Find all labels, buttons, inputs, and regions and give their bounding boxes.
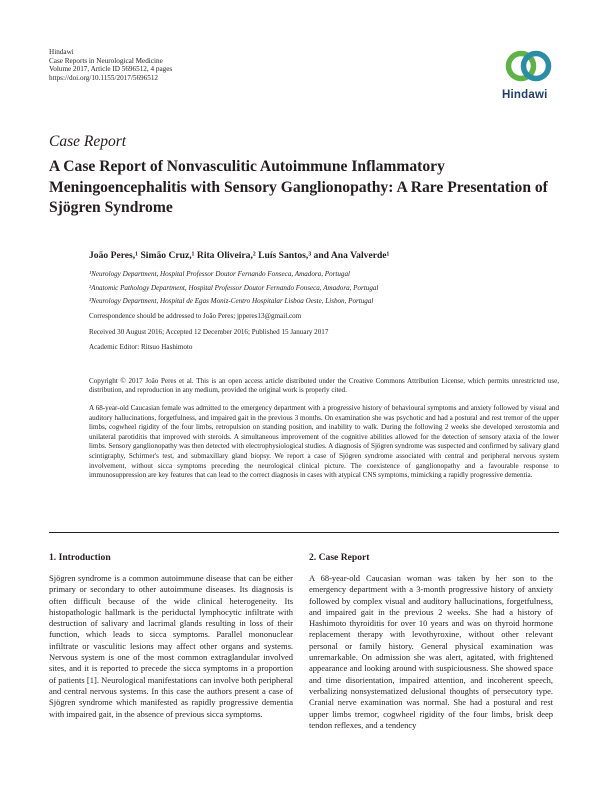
doi-link[interactable]: https://doi.org/10.1155/2017/5696512 <box>49 73 159 82</box>
volume-info: Volume 2017, Article ID 5696512, 4 pages <box>49 65 173 74</box>
academic-editor: Academic Editor: Ritsuo Hashimoto <box>89 343 193 352</box>
hindawi-logo <box>494 44 566 106</box>
affiliation-item: ¹Neurology Department, Hospital Professor Doutor Fernando Fonseca, Amadora, Portugal <box>89 270 350 278</box>
article-dates: Received 30 August 2016; Accepted 12 December 2016; Published 15 January 2017 <box>89 327 329 336</box>
affiliation-item: ³Neurology Department, Hospital de Egas Moniz-Centro Hospitalar Lisboa Oeste, Lisbon, Portugal <box>89 297 374 306</box>
article-type: Case Report <box>49 133 127 150</box>
section-body: Sjögren syndrome is a common autoimmune disease that can be either primary or secondary to other autoimmune diseases. Its diagnosis is often difficult because of the wide clinical heterogeneity. Its histopathologic hallmark is the periductal lymphocytic infiltrate with destruction of salivary and lacrimal glands resulting in loss of their function, which leads to sicca symptoms. Parallel mononuclear infiltrate or vasculitic lesions may affect other organs and systems. Nervous system is one of the most common extraglandular involved sites, and it is reported to precede the sicca symptoms in a proportion of patients [1]. Neurological manifestations can involve both peripheral and central nervous systems. In this case the authors present a case of Sjögren syndrome which manifested as rapidly progressive dementia with impaired gait, in the absence of previous sicca symptoms. <box>49 573 293 719</box>
journal-header <box>49 48 172 82</box>
affiliation-item: ²Anatomic Pathology Department, Hospital Professor Doutor Fernando Fonseca, Amadora, Portugal <box>89 283 379 292</box>
article-meta <box>89 312 559 359</box>
case-report-section <box>309 552 553 731</box>
correspondence: Correspondence should be addressed to João Peres; jpperes13@gmail.com <box>89 312 302 320</box>
journal-name: Case Reports in Neurological Medicine <box>49 56 163 65</box>
abstract: A 68-year-old Caucasian female was admitted to the emergency department with a progressive history of behavioural symptoms and anxiety followed by visual and auditory hallucinations, forgetfulness, and impaired gait in the previous 3 months. On examination she was psychotic and had a postural and rest tremor of the upper limbs, cogwheel rigidity of the four limbs, retropulsion on standing position, and inability to walk. During the following 2 weeks she developed xerostomia and unilateral parotiditis that improved with steroids. A simultaneous improvement of the cognitive abilities allowed for the detection of sensory ataxia of the lower limbs. Sensory ganglionopathy was then detected with electrophysiological studies. A diagnosis of Sjögren syndrome was suspected and confirmed by salivary gland scintigraphy, Schirmer's test, and submaxillary gland biopsy. We report a case of Sjögren syndrome associated with central and peripheral nervous system involvement, without sicca symptoms preceding the neurological clinical picture. The coexistence of ganglionopathy and a favourable response to immunosuppression are key features that can lead to the correct diagnosis in cases with atypical CNS symptoms, mimicking a rapidly progressive dementia. <box>89 404 559 480</box>
publisher-name: Hindawi <box>49 48 74 56</box>
logo-wordmark: Hindawi <box>502 89 548 101</box>
introduction-section <box>49 552 293 720</box>
hindawi-logo-icon <box>494 44 566 90</box>
section-heading: 1. Introduction <box>49 552 111 563</box>
section-divider <box>49 532 559 533</box>
author-list: João Peres,¹ Simão Cruz,¹ Rita Oliveira,² Luís Santos,³ and Ana Valverde¹ <box>89 250 390 261</box>
section-body: A 68-year-old Caucasian woman was taken by her son to the emergency department with a 3-month progressive history of anxiety followed by complex visual and auditory hallucinations, forgetfulness, and impaired gait in the previous 2 weeks. She had a history of Hashimoto thyroiditis for over 10 years and was on thyroid hormone replacement therapy with levothyroxine, without other relevant personal or family history. General physical examination was unremarkable. On admission she was alert, agitated, with frightened appearance and looking around with suspiciousness. She showed space and time disorientation, impaired attention, and incoherent speech, verbalizing nonsystematized delusional thoughts of persecutory type. Cranial nerve examination was normal. She had a postural and rest upper limbs tremor, cogwheel rigidity of the four limbs, brisk deep tendon reflexes, and a tendency <box>309 573 553 730</box>
article-title: A Case Report of Nonvasculitic Autoimmune Inflammatory Meningoencephalitis with Sensory Ganglionopathy: A Rare Presentation of Sjögren Syndrome <box>49 158 548 217</box>
affiliations <box>89 268 378 309</box>
copyright-license: Copyright © 2017 João Peres et al. This is an open access article distributed under the Creative Commons Attribution License, which permits unrestricted use, distribution, and reproduction in any medium, provided the original work is properly cited. <box>89 377 559 395</box>
section-heading: 2. Case Report <box>309 552 370 563</box>
